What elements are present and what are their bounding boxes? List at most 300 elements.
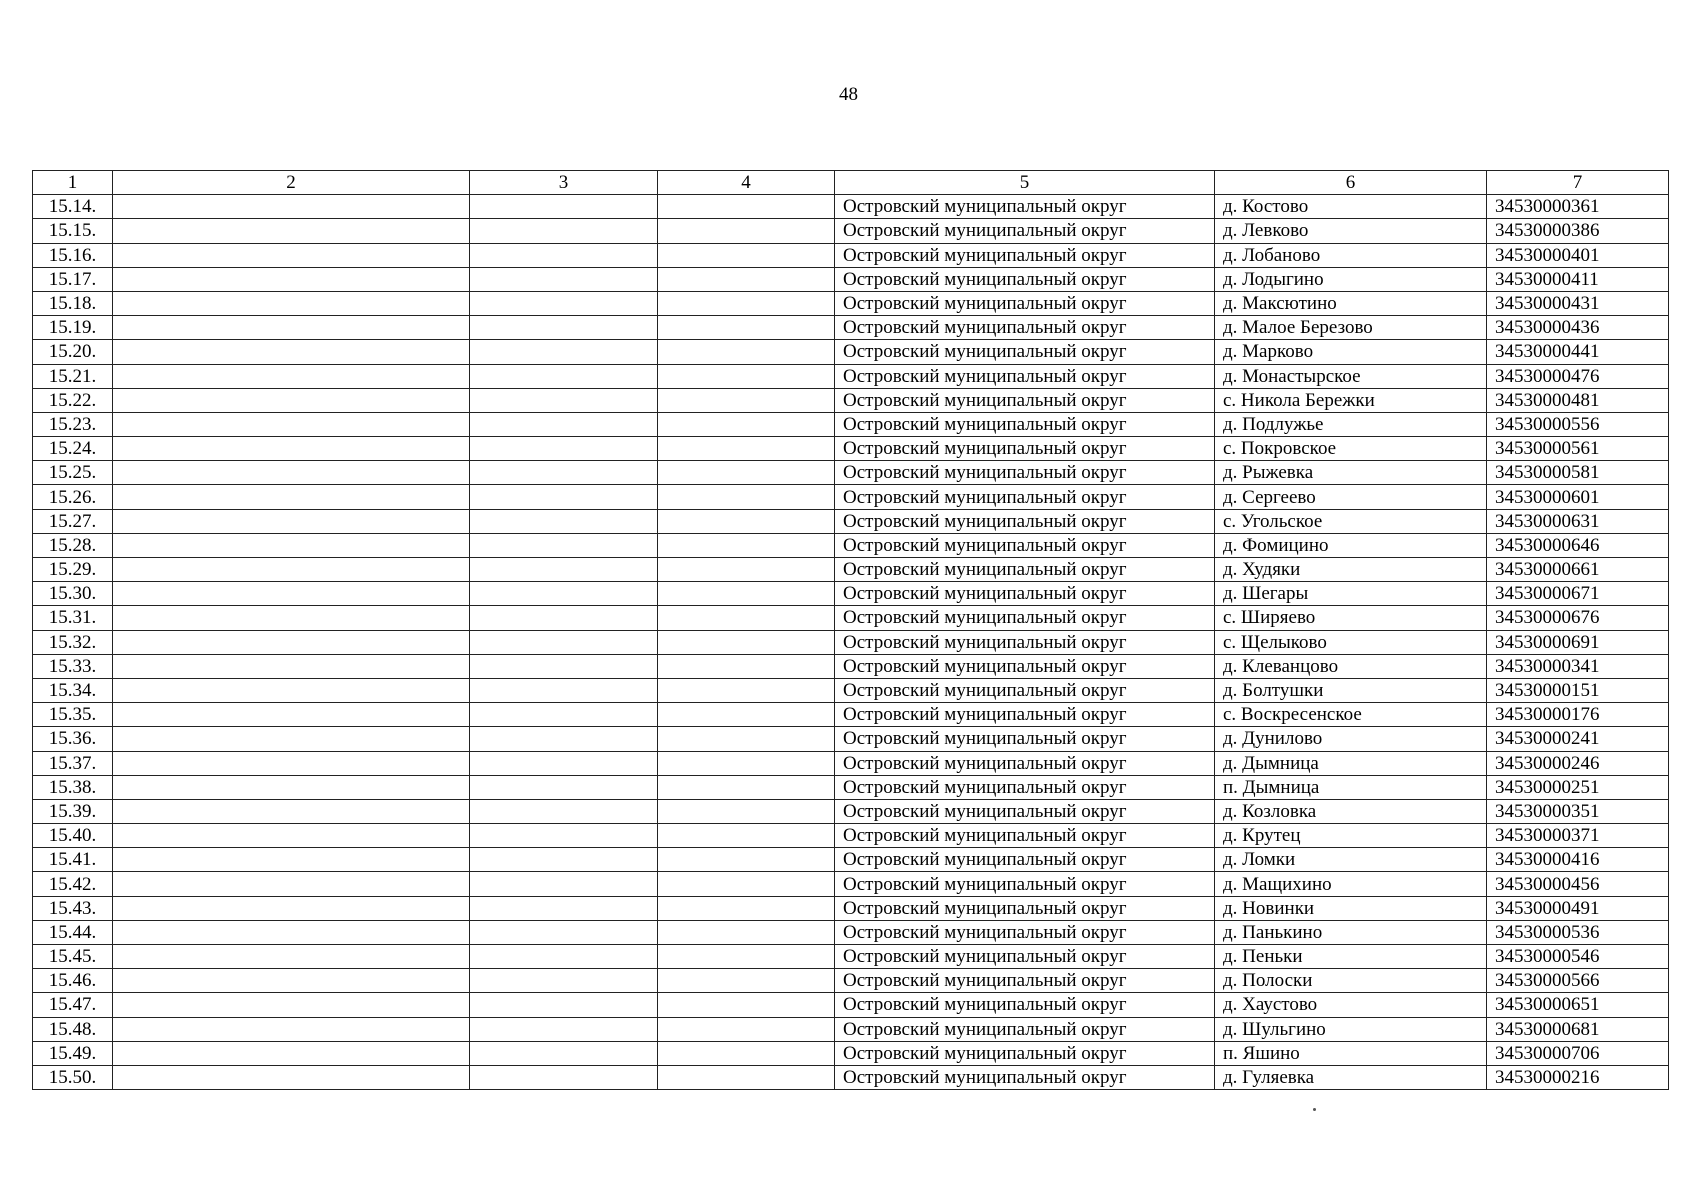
row-number-cell: 15.46. bbox=[33, 969, 113, 993]
empty-cell-col-2 bbox=[113, 412, 470, 436]
code-cell: 34530000441 bbox=[1487, 340, 1669, 364]
settlement-cell: д. Монастырское bbox=[1215, 364, 1487, 388]
municipality-cell: Островский муниципальный округ bbox=[835, 485, 1215, 509]
empty-cell-col-3 bbox=[470, 630, 658, 654]
empty-cell-col-2 bbox=[113, 945, 470, 969]
empty-cell-col-4 bbox=[658, 1041, 835, 1065]
municipality-cell: Островский муниципальный округ bbox=[835, 388, 1215, 412]
row-number-cell: 15.44. bbox=[33, 920, 113, 944]
empty-cell-col-3 bbox=[470, 364, 658, 388]
municipality-cell: Островский муниципальный округ bbox=[835, 1065, 1215, 1089]
code-cell: 34530000411 bbox=[1487, 267, 1669, 291]
settlement-cell: с. Покровское bbox=[1215, 437, 1487, 461]
empty-cell-col-4 bbox=[658, 703, 835, 727]
table-row bbox=[33, 848, 1669, 872]
row-number-cell: 15.48. bbox=[33, 1017, 113, 1041]
settlement-cell: д. Подлужье bbox=[1215, 412, 1487, 436]
empty-cell-col-3 bbox=[470, 485, 658, 509]
table-row bbox=[33, 558, 1669, 582]
empty-cell-col-3 bbox=[470, 751, 658, 775]
row-number-cell: 15.21. bbox=[33, 364, 113, 388]
table-row bbox=[33, 1065, 1669, 1089]
table-row bbox=[33, 727, 1669, 751]
code-cell: 34530000651 bbox=[1487, 993, 1669, 1017]
settlement-cell: с. Воскресенское bbox=[1215, 703, 1487, 727]
empty-cell-col-4 bbox=[658, 533, 835, 557]
settlement-cell: д. Козловка bbox=[1215, 799, 1487, 823]
row-number-cell: 15.40. bbox=[33, 824, 113, 848]
row-number-cell: 15.45. bbox=[33, 945, 113, 969]
empty-cell-col-4 bbox=[658, 340, 835, 364]
row-number-cell: 15.42. bbox=[33, 872, 113, 896]
empty-cell-col-3 bbox=[470, 703, 658, 727]
settlement-cell: д. Фомицино bbox=[1215, 533, 1487, 557]
empty-cell-col-2 bbox=[113, 751, 470, 775]
row-number-cell: 15.24. bbox=[33, 437, 113, 461]
empty-cell-col-2 bbox=[113, 993, 470, 1017]
code-cell: 34530000341 bbox=[1487, 654, 1669, 678]
row-number-cell: 15.35. bbox=[33, 703, 113, 727]
empty-cell-col-3 bbox=[470, 727, 658, 751]
code-cell: 34530000676 bbox=[1487, 606, 1669, 630]
code-cell: 34530000246 bbox=[1487, 751, 1669, 775]
empty-cell-col-3 bbox=[470, 872, 658, 896]
empty-cell-col-2 bbox=[113, 896, 470, 920]
empty-cell-col-3 bbox=[470, 388, 658, 412]
empty-cell-col-4 bbox=[658, 291, 835, 315]
row-number-cell: 15.34. bbox=[33, 678, 113, 702]
municipality-cell: Островский муниципальный округ bbox=[835, 533, 1215, 557]
row-number-cell: 15.26. bbox=[33, 485, 113, 509]
row-number-cell: 15.31. bbox=[33, 606, 113, 630]
table-row bbox=[33, 920, 1669, 944]
empty-cell-col-2 bbox=[113, 195, 470, 219]
settlement-cell: д. Клеванцово bbox=[1215, 654, 1487, 678]
municipality-cell: Островский муниципальный округ bbox=[835, 969, 1215, 993]
row-number-cell: 15.33. bbox=[33, 654, 113, 678]
empty-cell-col-4 bbox=[658, 824, 835, 848]
empty-cell-col-2 bbox=[113, 606, 470, 630]
column-header-6: 6 bbox=[1215, 171, 1487, 195]
row-number-cell: 15.47. bbox=[33, 993, 113, 1017]
empty-cell-col-4 bbox=[658, 461, 835, 485]
empty-cell-col-2 bbox=[113, 533, 470, 557]
empty-cell-col-2 bbox=[113, 824, 470, 848]
column-header-3: 3 bbox=[470, 171, 658, 195]
scan-mark bbox=[1313, 1108, 1316, 1111]
empty-cell-col-3 bbox=[470, 461, 658, 485]
empty-cell-col-4 bbox=[658, 848, 835, 872]
table-row bbox=[33, 316, 1669, 340]
empty-cell-col-4 bbox=[658, 509, 835, 533]
municipality-cell: Островский муниципальный округ bbox=[835, 461, 1215, 485]
table-row bbox=[33, 654, 1669, 678]
municipality-cell: Островский муниципальный округ bbox=[835, 920, 1215, 944]
column-header-2: 2 bbox=[113, 171, 470, 195]
row-number-cell: 15.30. bbox=[33, 582, 113, 606]
empty-cell-col-4 bbox=[658, 558, 835, 582]
municipality-cell: Островский муниципальный округ bbox=[835, 558, 1215, 582]
row-number-cell: 15.20. bbox=[33, 340, 113, 364]
table-row bbox=[33, 630, 1669, 654]
empty-cell-col-2 bbox=[113, 920, 470, 944]
empty-cell-col-2 bbox=[113, 799, 470, 823]
empty-cell-col-3 bbox=[470, 533, 658, 557]
empty-cell-col-4 bbox=[658, 243, 835, 267]
table-row bbox=[33, 1041, 1669, 1065]
empty-cell-col-3 bbox=[470, 340, 658, 364]
table-row bbox=[33, 824, 1669, 848]
table-row bbox=[33, 485, 1669, 509]
empty-cell-col-2 bbox=[113, 654, 470, 678]
municipality-cell: Островский муниципальный округ bbox=[835, 993, 1215, 1017]
column-header-4: 4 bbox=[658, 171, 835, 195]
municipality-cell: Островский муниципальный округ bbox=[835, 340, 1215, 364]
settlement-cell: д. Новинки bbox=[1215, 896, 1487, 920]
municipality-cell: Островский муниципальный округ bbox=[835, 945, 1215, 969]
empty-cell-col-4 bbox=[658, 751, 835, 775]
table-row bbox=[33, 461, 1669, 485]
column-header-7: 7 bbox=[1487, 171, 1669, 195]
code-cell: 34530000351 bbox=[1487, 799, 1669, 823]
code-cell: 34530000561 bbox=[1487, 437, 1669, 461]
empty-cell-col-3 bbox=[470, 437, 658, 461]
table-row bbox=[33, 993, 1669, 1017]
empty-cell-col-2 bbox=[113, 1065, 470, 1089]
table-row bbox=[33, 896, 1669, 920]
empty-cell-col-3 bbox=[470, 1041, 658, 1065]
empty-cell-col-3 bbox=[470, 316, 658, 340]
empty-cell-col-2 bbox=[113, 461, 470, 485]
code-cell: 34530000661 bbox=[1487, 558, 1669, 582]
code-cell: 34530000371 bbox=[1487, 824, 1669, 848]
table-row bbox=[33, 872, 1669, 896]
empty-cell-col-3 bbox=[470, 243, 658, 267]
empty-cell-col-4 bbox=[658, 654, 835, 678]
empty-cell-col-3 bbox=[470, 195, 658, 219]
empty-cell-col-2 bbox=[113, 364, 470, 388]
table-body bbox=[33, 195, 1669, 1090]
municipality-cell: Островский муниципальный округ bbox=[835, 654, 1215, 678]
settlement-cell: д. Гуляевка bbox=[1215, 1065, 1487, 1089]
code-cell: 34530000556 bbox=[1487, 412, 1669, 436]
empty-cell-col-4 bbox=[658, 678, 835, 702]
empty-cell-col-4 bbox=[658, 1017, 835, 1041]
empty-cell-col-2 bbox=[113, 340, 470, 364]
empty-cell-col-4 bbox=[658, 388, 835, 412]
empty-cell-col-4 bbox=[658, 195, 835, 219]
empty-cell-col-2 bbox=[113, 727, 470, 751]
table-row bbox=[33, 606, 1669, 630]
empty-cell-col-3 bbox=[470, 920, 658, 944]
code-cell: 34530000491 bbox=[1487, 896, 1669, 920]
municipality-cell: Островский муниципальный округ bbox=[835, 848, 1215, 872]
empty-cell-col-3 bbox=[470, 896, 658, 920]
empty-cell-col-2 bbox=[113, 582, 470, 606]
table-row bbox=[33, 945, 1669, 969]
code-cell: 34530000631 bbox=[1487, 509, 1669, 533]
settlement-cell: д. Болтушки bbox=[1215, 678, 1487, 702]
settlement-cell: с. Щелыково bbox=[1215, 630, 1487, 654]
row-number-cell: 15.15. bbox=[33, 219, 113, 243]
empty-cell-col-3 bbox=[470, 412, 658, 436]
code-cell: 34530000546 bbox=[1487, 945, 1669, 969]
code-cell: 34530000536 bbox=[1487, 920, 1669, 944]
row-number-cell: 15.23. bbox=[33, 412, 113, 436]
empty-cell-col-3 bbox=[470, 1065, 658, 1089]
settlement-cell: д. Лодыгино bbox=[1215, 267, 1487, 291]
empty-cell-col-2 bbox=[113, 219, 470, 243]
empty-cell-col-4 bbox=[658, 437, 835, 461]
table-row bbox=[33, 219, 1669, 243]
code-cell: 34530000646 bbox=[1487, 533, 1669, 557]
empty-cell-col-2 bbox=[113, 969, 470, 993]
table-row bbox=[33, 364, 1669, 388]
empty-cell-col-3 bbox=[470, 945, 658, 969]
code-cell: 34530000176 bbox=[1487, 703, 1669, 727]
empty-cell-col-4 bbox=[658, 945, 835, 969]
empty-cell-col-2 bbox=[113, 243, 470, 267]
row-number-cell: 15.32. bbox=[33, 630, 113, 654]
empty-cell-col-3 bbox=[470, 799, 658, 823]
municipality-cell: Островский муниципальный округ bbox=[835, 1017, 1215, 1041]
row-number-cell: 15.17. bbox=[33, 267, 113, 291]
table-row bbox=[33, 243, 1669, 267]
settlement-cell: д. Малое Березово bbox=[1215, 316, 1487, 340]
code-cell: 34530000416 bbox=[1487, 848, 1669, 872]
settlement-cell: д. Ломки bbox=[1215, 848, 1487, 872]
municipality-cell: Островский муниципальный округ bbox=[835, 243, 1215, 267]
empty-cell-col-3 bbox=[470, 509, 658, 533]
settlement-cell: с. Ширяево bbox=[1215, 606, 1487, 630]
municipality-cell: Островский муниципальный округ bbox=[835, 195, 1215, 219]
empty-cell-col-2 bbox=[113, 291, 470, 315]
empty-cell-col-3 bbox=[470, 582, 658, 606]
municipality-cell: Островский муниципальный округ bbox=[835, 267, 1215, 291]
table-row bbox=[33, 412, 1669, 436]
empty-cell-col-4 bbox=[658, 219, 835, 243]
empty-cell-col-4 bbox=[658, 485, 835, 509]
table-row bbox=[33, 509, 1669, 533]
empty-cell-col-2 bbox=[113, 388, 470, 412]
municipality-cell: Островский муниципальный округ bbox=[835, 727, 1215, 751]
settlement-cell: с. Угольское bbox=[1215, 509, 1487, 533]
municipality-cell: Островский муниципальный округ bbox=[835, 630, 1215, 654]
table-row bbox=[33, 799, 1669, 823]
empty-cell-col-4 bbox=[658, 775, 835, 799]
settlement-cell: д. Шегары bbox=[1215, 582, 1487, 606]
settlement-cell: д. Хаустово bbox=[1215, 993, 1487, 1017]
table-row bbox=[33, 969, 1669, 993]
empty-cell-col-3 bbox=[470, 1017, 658, 1041]
page-number: 48 bbox=[839, 84, 858, 105]
municipality-cell: Островский муниципальный округ bbox=[835, 219, 1215, 243]
settlement-cell: д. Рыжевка bbox=[1215, 461, 1487, 485]
empty-cell-col-4 bbox=[658, 896, 835, 920]
settlement-cell: д. Шульгино bbox=[1215, 1017, 1487, 1041]
municipality-cell: Островский муниципальный округ bbox=[835, 703, 1215, 727]
empty-cell-col-2 bbox=[113, 509, 470, 533]
settlement-cell: д. Худяки bbox=[1215, 558, 1487, 582]
row-number-cell: 15.18. bbox=[33, 291, 113, 315]
settlement-cell: д. Дунилово bbox=[1215, 727, 1487, 751]
municipality-cell: Островский муниципальный округ bbox=[835, 606, 1215, 630]
row-number-cell: 15.16. bbox=[33, 243, 113, 267]
column-header-5: 5 bbox=[835, 171, 1215, 195]
settlement-cell: д. Марково bbox=[1215, 340, 1487, 364]
row-number-cell: 15.29. bbox=[33, 558, 113, 582]
code-cell: 34530000241 bbox=[1487, 727, 1669, 751]
table-row bbox=[33, 291, 1669, 315]
empty-cell-col-4 bbox=[658, 316, 835, 340]
settlement-cell: д. Сергеево bbox=[1215, 485, 1487, 509]
table-row bbox=[33, 678, 1669, 702]
empty-cell-col-4 bbox=[658, 364, 835, 388]
empty-cell-col-3 bbox=[470, 993, 658, 1017]
code-cell: 34530000431 bbox=[1487, 291, 1669, 315]
empty-cell-col-2 bbox=[113, 775, 470, 799]
settlement-cell: с. Никола Бережки bbox=[1215, 388, 1487, 412]
row-number-cell: 15.41. bbox=[33, 848, 113, 872]
empty-cell-col-2 bbox=[113, 558, 470, 582]
empty-cell-col-2 bbox=[113, 485, 470, 509]
municipality-cell: Островский муниципальный округ bbox=[835, 364, 1215, 388]
settlement-cell: д. Левково bbox=[1215, 219, 1487, 243]
code-cell: 34530000456 bbox=[1487, 872, 1669, 896]
code-cell: 34530000581 bbox=[1487, 461, 1669, 485]
code-cell: 34530000476 bbox=[1487, 364, 1669, 388]
settlement-cell: д. Пеньки bbox=[1215, 945, 1487, 969]
empty-cell-col-4 bbox=[658, 630, 835, 654]
row-number-cell: 15.37. bbox=[33, 751, 113, 775]
table-row bbox=[33, 437, 1669, 461]
row-number-cell: 15.19. bbox=[33, 316, 113, 340]
settlement-cell: д. Крутец bbox=[1215, 824, 1487, 848]
empty-cell-col-2 bbox=[113, 437, 470, 461]
settlement-cell: д. Дымница bbox=[1215, 751, 1487, 775]
empty-cell-col-2 bbox=[113, 703, 470, 727]
code-cell: 34530000681 bbox=[1487, 1017, 1669, 1041]
row-number-cell: 15.27. bbox=[33, 509, 113, 533]
empty-cell-col-3 bbox=[470, 678, 658, 702]
row-number-cell: 15.49. bbox=[33, 1041, 113, 1065]
municipality-cell: Островский муниципальный округ bbox=[835, 316, 1215, 340]
code-cell: 34530000691 bbox=[1487, 630, 1669, 654]
table-row bbox=[33, 751, 1669, 775]
municipality-cell: Островский муниципальный округ bbox=[835, 751, 1215, 775]
municipality-cell: Островский муниципальный округ bbox=[835, 509, 1215, 533]
empty-cell-col-4 bbox=[658, 412, 835, 436]
table-row bbox=[33, 388, 1669, 412]
empty-cell-col-3 bbox=[470, 606, 658, 630]
municipality-cell: Островский муниципальный округ bbox=[835, 872, 1215, 896]
empty-cell-col-2 bbox=[113, 678, 470, 702]
code-cell: 34530000151 bbox=[1487, 678, 1669, 702]
row-number-cell: 15.43. bbox=[33, 896, 113, 920]
empty-cell-col-3 bbox=[470, 267, 658, 291]
empty-cell-col-4 bbox=[658, 582, 835, 606]
empty-cell-col-4 bbox=[658, 920, 835, 944]
settlements-table bbox=[32, 170, 1669, 1090]
empty-cell-col-4 bbox=[658, 993, 835, 1017]
code-cell: 34530000566 bbox=[1487, 969, 1669, 993]
empty-cell-col-4 bbox=[658, 267, 835, 291]
code-cell: 34530000386 bbox=[1487, 219, 1669, 243]
row-number-cell: 15.22. bbox=[33, 388, 113, 412]
empty-cell-col-2 bbox=[113, 630, 470, 654]
settlement-cell: д. Костово bbox=[1215, 195, 1487, 219]
settlement-cell: д. Панькино bbox=[1215, 920, 1487, 944]
table-row bbox=[33, 775, 1669, 799]
municipality-cell: Островский муниципальный округ bbox=[835, 437, 1215, 461]
code-cell: 34530000216 bbox=[1487, 1065, 1669, 1089]
empty-cell-col-4 bbox=[658, 606, 835, 630]
empty-cell-col-2 bbox=[113, 1041, 470, 1065]
code-cell: 34530000401 bbox=[1487, 243, 1669, 267]
code-cell: 34530000361 bbox=[1487, 195, 1669, 219]
column-header-1: 1 bbox=[33, 171, 113, 195]
empty-cell-col-2 bbox=[113, 267, 470, 291]
settlement-cell: д. Максютино bbox=[1215, 291, 1487, 315]
empty-cell-col-3 bbox=[470, 775, 658, 799]
empty-cell-col-2 bbox=[113, 872, 470, 896]
empty-cell-col-3 bbox=[470, 969, 658, 993]
table-row bbox=[33, 703, 1669, 727]
row-number-cell: 15.39. bbox=[33, 799, 113, 823]
empty-cell-col-4 bbox=[658, 727, 835, 751]
table-row bbox=[33, 340, 1669, 364]
row-number-cell: 15.38. bbox=[33, 775, 113, 799]
row-number-cell: 15.25. bbox=[33, 461, 113, 485]
table-row bbox=[33, 267, 1669, 291]
empty-cell-col-3 bbox=[470, 558, 658, 582]
row-number-cell: 15.36. bbox=[33, 727, 113, 751]
row-number-cell: 15.14. bbox=[33, 195, 113, 219]
empty-cell-col-2 bbox=[113, 316, 470, 340]
row-number-cell: 15.50. bbox=[33, 1065, 113, 1089]
settlement-cell: д. Мащихино bbox=[1215, 872, 1487, 896]
municipality-cell: Островский муниципальный округ bbox=[835, 291, 1215, 315]
municipality-cell: Островский муниципальный округ bbox=[835, 412, 1215, 436]
code-cell: 34530000436 bbox=[1487, 316, 1669, 340]
empty-cell-col-4 bbox=[658, 872, 835, 896]
code-cell: 34530000706 bbox=[1487, 1041, 1669, 1065]
code-cell: 34530000251 bbox=[1487, 775, 1669, 799]
table-row bbox=[33, 582, 1669, 606]
empty-cell-col-3 bbox=[470, 219, 658, 243]
settlement-cell: д. Полоски bbox=[1215, 969, 1487, 993]
empty-cell-col-3 bbox=[470, 291, 658, 315]
empty-cell-col-2 bbox=[113, 848, 470, 872]
empty-cell-col-2 bbox=[113, 1017, 470, 1041]
empty-cell-col-4 bbox=[658, 799, 835, 823]
municipality-cell: Островский муниципальный округ bbox=[835, 775, 1215, 799]
code-cell: 34530000671 bbox=[1487, 582, 1669, 606]
table-row bbox=[33, 533, 1669, 557]
municipality-cell: Островский муниципальный округ bbox=[835, 582, 1215, 606]
empty-cell-col-3 bbox=[470, 824, 658, 848]
municipality-cell: Островский муниципальный округ bbox=[835, 896, 1215, 920]
table-row bbox=[33, 1017, 1669, 1041]
municipality-cell: Островский муниципальный округ bbox=[835, 799, 1215, 823]
municipality-cell: Островский муниципальный округ bbox=[835, 1041, 1215, 1065]
table-row bbox=[33, 195, 1669, 219]
empty-cell-col-3 bbox=[470, 848, 658, 872]
code-cell: 34530000481 bbox=[1487, 388, 1669, 412]
settlement-cell: п. Яшино bbox=[1215, 1041, 1487, 1065]
settlement-cell: д. Лобаново bbox=[1215, 243, 1487, 267]
empty-cell-col-3 bbox=[470, 654, 658, 678]
